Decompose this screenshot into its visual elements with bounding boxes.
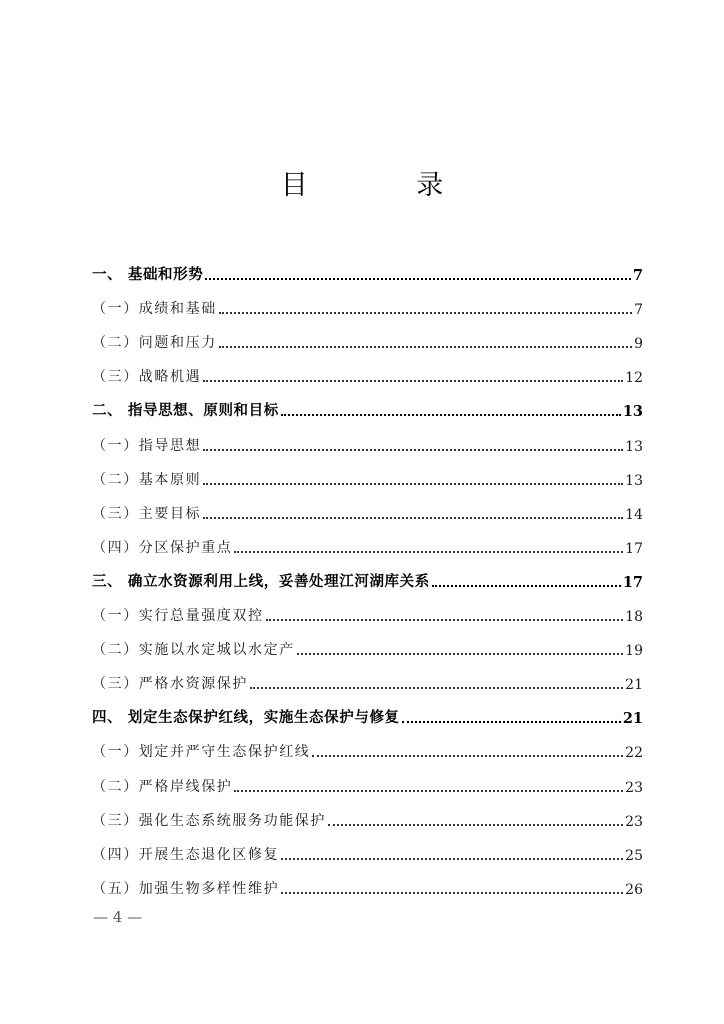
toc-entry-page-number: 22 [625, 745, 643, 762]
toc-leader-dots [266, 609, 624, 621]
toc-entry-label: 三、 确立水资源利用上线，妥善处理江河湖库关系 [92, 572, 430, 590]
toc-entry-page-number: 26 [625, 881, 643, 898]
toc-entry-1[interactable] [92, 250, 643, 284]
toc-entry-label: （三）主要目标 [92, 505, 202, 522]
toc-entry-page-number: 25 [625, 847, 643, 864]
toc-entry-page-number: 14 [625, 506, 643, 523]
toc-entry-page-number: 17 [622, 573, 643, 591]
toc-leader-dots [203, 370, 623, 382]
toc-entry-6[interactable] [92, 420, 643, 454]
toc-entry-page-number: 9 [634, 336, 643, 353]
toc-entry-label: （二）问题和压力 [92, 335, 217, 352]
toc-entry-15[interactable] [92, 727, 643, 761]
toc-entry-label: （一）实行总量强度双控 [92, 608, 264, 625]
toc-leader-dots [203, 507, 623, 519]
toc-leader-dots [312, 745, 623, 757]
toc-entry-8[interactable] [92, 489, 643, 523]
toc-entry-14[interactable] [92, 693, 643, 727]
toc-leader-dots [234, 780, 623, 792]
toc-entry-page-number: 7 [632, 267, 643, 285]
toc-entry-label: （三）严格水资源保护 [92, 676, 248, 693]
toc-leader-dots [281, 882, 623, 894]
toc-entry-page-number: 19 [625, 643, 643, 660]
toc-entry-page-number: 18 [625, 609, 643, 626]
toc-entry-label: （五）加强生物多样性维护 [92, 880, 280, 897]
toc-entry-16[interactable] [92, 761, 643, 795]
toc-entry-page-number: 12 [625, 370, 643, 387]
toc-entry-13[interactable] [92, 659, 643, 693]
toc-leader-dots [203, 439, 623, 451]
toc-entry-label: 二、 指导思想、原则和目标 [92, 402, 279, 420]
toc-leader-dots [219, 302, 632, 314]
toc-entry-page-number: 23 [625, 813, 643, 830]
toc-leader-dots [297, 643, 623, 655]
toc-leader-dots [402, 711, 621, 723]
toc-entry-label: （二）实施以水定城以水定产 [92, 642, 295, 659]
toc-entry-label: （二）严格岸线保护 [92, 778, 233, 795]
toc-entry-label: 四、 划定生态保护红线，实施生态保护与修复 [92, 709, 400, 727]
toc-leader-dots [234, 541, 623, 553]
toc-entry-page-number: 13 [622, 403, 643, 421]
toc-leader-dots [281, 848, 623, 860]
page-title: 目 录 [280, 170, 494, 201]
toc-entry-10[interactable] [92, 557, 643, 591]
toc-entry-5[interactable] [92, 386, 643, 420]
toc-entry-page-number: 13 [625, 472, 643, 489]
toc-entry-label: （三）强化生态系统服务功能保护 [92, 812, 326, 829]
toc-entry-label: （三）战略机遇 [92, 369, 202, 386]
toc-entry-label: （四）开展生态退化区修复 [92, 846, 280, 863]
toc-entry-page-number: 21 [622, 710, 643, 728]
toc-leader-dots [432, 575, 621, 587]
toc-entry-page-number: 13 [625, 438, 643, 455]
toc-entry-page-number: 23 [625, 779, 643, 796]
toc-entry-7[interactable] [92, 455, 643, 489]
toc-entry-18[interactable] [92, 830, 643, 864]
toc-entry-11[interactable] [92, 591, 643, 625]
toc-entry-label: （一）成绩和基础 [92, 301, 217, 318]
toc-entry-19[interactable] [92, 864, 643, 898]
toc-leader-dots [281, 404, 621, 416]
toc-entry-12[interactable] [92, 625, 643, 659]
toc-entry-3[interactable] [92, 318, 643, 352]
table-of-contents [92, 250, 643, 898]
toc-leader-dots [205, 268, 631, 280]
toc-entry-9[interactable] [92, 523, 643, 557]
toc-entry-page-number: 17 [625, 540, 643, 557]
toc-leader-dots [250, 677, 623, 689]
toc-entry-4[interactable] [92, 352, 643, 386]
toc-leader-dots [328, 814, 623, 826]
toc-entry-page-number: 21 [625, 677, 643, 694]
toc-entry-label: 一、 基础和形势 [92, 266, 204, 284]
toc-entry-label: （一）划定并严守生态保护红线 [92, 744, 311, 761]
toc-entry-label: （四）分区保护重点 [92, 539, 233, 556]
toc-leader-dots [203, 473, 623, 485]
toc-entry-17[interactable] [92, 796, 643, 830]
toc-entry-page-number: 7 [634, 302, 643, 319]
toc-entry-label: （一）指导思想 [92, 437, 202, 454]
toc-entry-label: （二）基本原则 [92, 471, 202, 488]
toc-leader-dots [219, 336, 632, 348]
page-number-footer: — 4 — [93, 908, 143, 926]
toc-entry-2[interactable] [92, 284, 643, 318]
